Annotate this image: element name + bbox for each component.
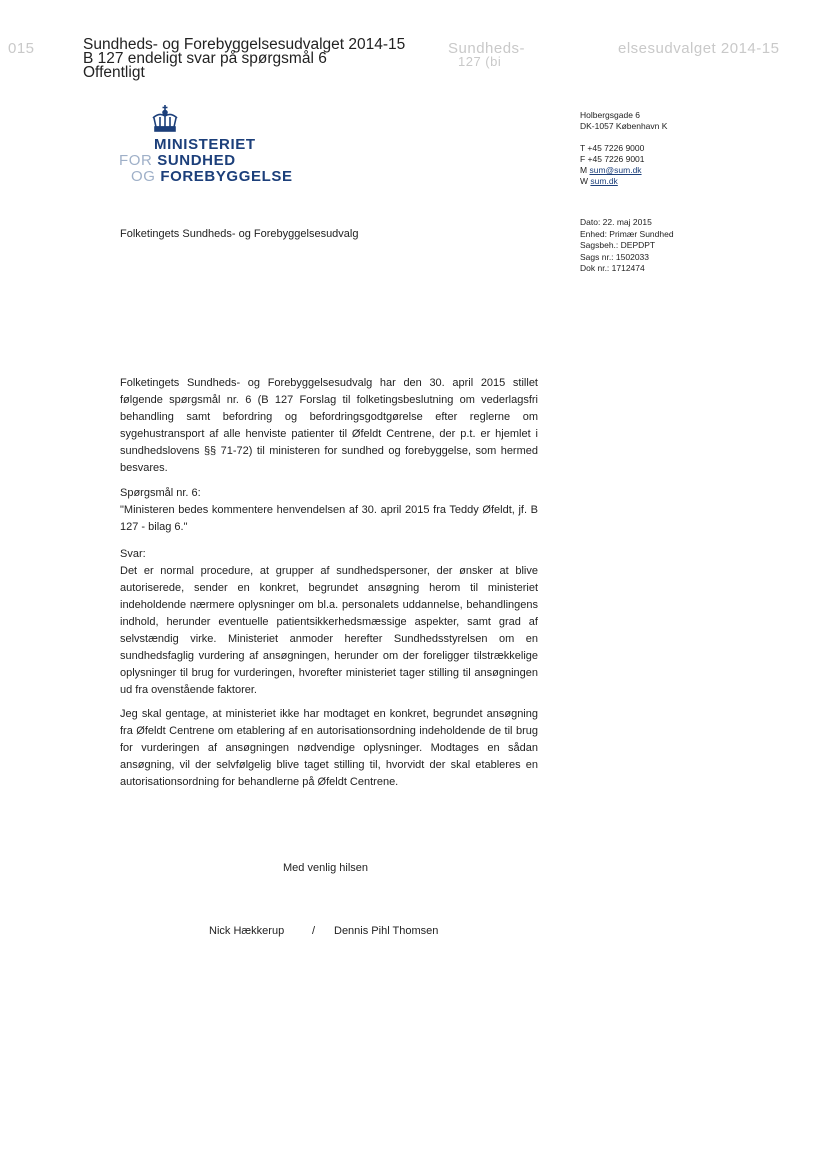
ghost-text-left: 015 [8, 40, 35, 57]
question-block [120, 485, 538, 536]
address-street: Holbergsgade 6 [580, 110, 641, 120]
question-heading: Spørgsmål nr. 6: [120, 487, 201, 499]
body-intro [120, 375, 538, 477]
address-fax: F +45 7226 9001 [580, 154, 645, 164]
address-city: DK-1057 København K [580, 121, 668, 131]
email-link[interactable]: sum@sum.dk [589, 165, 642, 175]
document-stamp [83, 38, 405, 80]
meta-case-number: Sags nr.: 1502033 [580, 251, 650, 262]
recipient: Folketingets Sundheds- og Forebyggelsesudvalg [120, 228, 359, 240]
mail-prefix: M [580, 165, 588, 175]
logo-line-forebyggelse: FOREBYGGELSE [160, 168, 293, 185]
ghost-text-mid: Sundheds- [448, 40, 526, 57]
meta-doc-number: Dok nr.: 1712474 [580, 263, 645, 273]
answer-block [120, 546, 538, 699]
final-paragraph: Jeg skal gentage, at ministeriet ikke har modtaget en konkret, begrundet ansøgning fra Øfeldt Centrene om etablering af en autorisationsordning indeholdende de til brug for vurderingen af ansøgningen nødvendige oplysninger. Modtages en sådan ansøgning, vil der selvfølgelig blive taget stilling til, hvorvidt der skal etableres en autorisationsordning for behandlerne på Øfeldt Centrene. [120, 708, 538, 788]
ghost-text-right: elsesudvalget 2014-15 [618, 40, 780, 57]
sender-address [580, 110, 667, 187]
address-phone: T +45 7226 9000 [580, 143, 645, 153]
logo-line-ministeriet: MINISTERIET [154, 136, 256, 153]
logo-prefix-og: OG [131, 168, 156, 185]
ministry-logo [119, 137, 293, 185]
meta-caseworker: Sagsbeh.: DEPDPT [580, 240, 656, 250]
ghost-text-mid2: 127 (bi [458, 54, 502, 69]
stamp-committee: Sundheds- og Forebyggelsesudvalget 2014-15 [83, 36, 406, 53]
signature-first: Nick Hækkerup [209, 925, 285, 937]
stamp-case: B 127 endeligt svar på spørgsmål 6 [83, 50, 327, 67]
logo-prefix-for: FOR [119, 152, 153, 169]
meta-date: Dato: 22. maj 2015 [580, 217, 652, 227]
signature-second: Dennis Pihl Thomsen [334, 925, 439, 937]
letter-metadata [580, 217, 674, 275]
stamp-status: Offentligt [83, 64, 145, 81]
website-link[interactable]: sum.dk [590, 176, 618, 186]
signature-separator: / [312, 925, 316, 937]
royal-crown-icon [149, 104, 181, 134]
logo-line-sundhed: SUNDHED [157, 152, 236, 169]
intro-paragraph: Folketingets Sundheds- og Forebyggelsesudvalg har den 30. april 2015 stillet følgende spørgsmål nr. 6 (B 127 Forslag til folketingsbeslutning om vederlagsfri behandling samt befordring og befordringsgodtgørelse efter reglerne om sygehustransport af alle henviste patienter til Øfeldt Centrene, der p.t. er hjemlet i sundhedslovens §§ 71-72) til ministeren for sundhed og forebyggelse, som hermed besvares. [120, 377, 538, 474]
web-prefix: W [580, 176, 589, 186]
closing-greeting: Med venlig hilsen [283, 862, 368, 874]
final-block [120, 706, 538, 791]
answer-text: Det er normal procedure, at grupper af sundhedspersoner, der ønsker at blive autoriserede, sender en konkret, begrundet ansøgning herom til ministeriet indeholdende nærmere oplysninger om bl.a. personalets uddannelse, behandlingens indhold, herunder eventuelle patientsikkerhedsmæssige aspekter, samt grad af selvstændig virke. Ministeriet anmoder herefter Sundhedsstyrelsen om en sundhedsfaglig vurdering af ansøgningen, herunder om der foreligger tilstrækkelige oplysninger til brug for vurderingen, hvorefter ministeriet tager stilling til ansøgningen ud fra ovenstående faktorer. [120, 565, 538, 696]
answer-heading: Svar: [120, 548, 146, 560]
question-text: "Ministeren bedes kommentere henvendelsen af 30. april 2015 fra Teddy Øfeldt, jf. B 127 - bilag 6." [120, 504, 538, 533]
meta-unit: Enhed: Primær Sundhed [580, 228, 674, 239]
